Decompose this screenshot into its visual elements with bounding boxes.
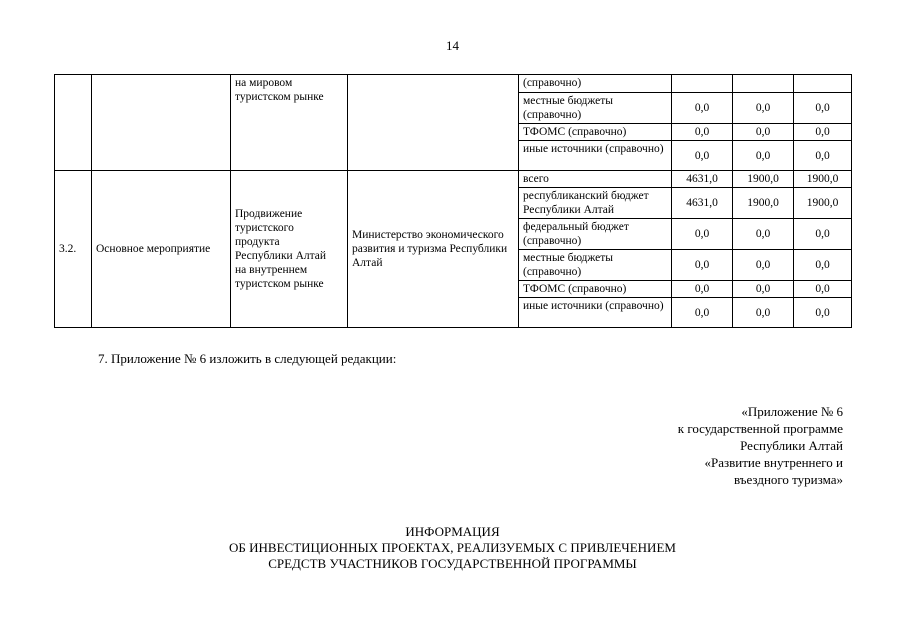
value-cell: 0,0 [672, 124, 733, 141]
product-line: на внутреннем [235, 264, 308, 276]
cont-product-cell [231, 75, 348, 171]
budget-table [54, 74, 852, 328]
cont-type-cell [92, 75, 231, 171]
product-line: туристского [235, 222, 294, 234]
value-cell: 0,0 [672, 281, 733, 298]
value-cell: 0,0 [733, 250, 794, 281]
page-number: 14 [446, 38, 459, 53]
source-name: иные источники (справочно) [519, 298, 672, 328]
product-line: продукта [235, 236, 280, 248]
value-cell: 0,0 [794, 250, 852, 281]
value-cell: 0,0 [672, 219, 733, 250]
value-cell: 0,0 [733, 298, 794, 328]
appendix-reference [678, 403, 843, 488]
value-cell: 0,0 [794, 219, 852, 250]
value-cell: 0,0 [672, 250, 733, 281]
document-heading [0, 524, 905, 572]
appendix-line: к государственной программе [677, 421, 843, 436]
value-cell: 0,0 [672, 93, 733, 124]
value-cell: 0,0 [733, 281, 794, 298]
cont-product-line: на мировом [235, 77, 293, 89]
value-cell: 4631,0 [672, 171, 733, 188]
value-cell: 0,0 [733, 93, 794, 124]
row-number-cell: 3.2. [55, 171, 92, 328]
source-name: всего [519, 171, 672, 188]
value-cell: 0,0 [733, 219, 794, 250]
value-cell: 4631,0 [672, 188, 733, 219]
row-executor-cell: Министерство экономического развития и туризма Республики Алтай [348, 171, 519, 328]
product-line: Республики Алтай [235, 250, 327, 262]
value-cell: 0,0 [733, 141, 794, 171]
source-name: местные бюджеты (справочно) [519, 93, 672, 124]
table-row [55, 171, 852, 188]
source-name: иные источники (справочно) [519, 141, 672, 171]
value-cell: 1900,0 [733, 171, 794, 188]
value-cell: 0,0 [794, 281, 852, 298]
value-cell: 0,0 [794, 141, 852, 171]
cont-executor-cell [348, 75, 519, 171]
appendix-line: въездного туризма» [733, 472, 843, 487]
value-cell: 1900,0 [794, 171, 852, 188]
source-name: федеральный бюджет (справочно) [519, 219, 672, 250]
source-name: ТФОМС (справочно) [519, 281, 672, 298]
appendix-line: «Приложение № 6 [741, 404, 843, 419]
value-cell [794, 75, 852, 93]
value-cell: 0,0 [733, 124, 794, 141]
appendix-line: «Развитие внутреннего и [704, 455, 843, 470]
amendment-text: 7. Приложение № 6 изложить в следующей редакции: [98, 351, 397, 366]
cont-number-cell [55, 75, 92, 171]
value-cell: 0,0 [672, 141, 733, 171]
product-line: Продвижение [235, 208, 303, 220]
value-cell: 0,0 [794, 298, 852, 328]
row-type-cell: Основное мероприятие [92, 171, 231, 328]
source-name: местные бюджеты (справочно) [519, 250, 672, 281]
value-cell: 0,0 [794, 93, 852, 124]
source-name: ТФОМС (справочно) [519, 124, 672, 141]
value-cell: 1900,0 [733, 188, 794, 219]
row-product-cell [231, 171, 348, 328]
table-row [55, 75, 852, 93]
value-cell [672, 75, 733, 93]
product-line: туристском рынке [235, 278, 324, 290]
source-name: (справочно) [519, 75, 672, 93]
cont-product-line: туристском рынке [235, 91, 324, 103]
appendix-line: Республики Алтай [740, 438, 843, 453]
value-cell: 0,0 [794, 124, 852, 141]
value-cell: 0,0 [672, 298, 733, 328]
value-cell [733, 75, 794, 93]
heading-line: ОБ ИНВЕСТИЦИОННЫХ ПРОЕКТАХ, РЕАЛИЗУЕМЫХ С ПРИВЛЕЧЕНИЕМ [229, 540, 676, 555]
value-cell: 1900,0 [794, 188, 852, 219]
heading-line: ИНФОРМАЦИЯ [405, 524, 500, 539]
source-name: республиканский бюджет Республики Алтай [519, 188, 672, 219]
heading-line: СРЕДСТВ УЧАСТНИКОВ ГОСУДАРСТВЕННОЙ ПРОГРАММЫ [268, 556, 637, 571]
